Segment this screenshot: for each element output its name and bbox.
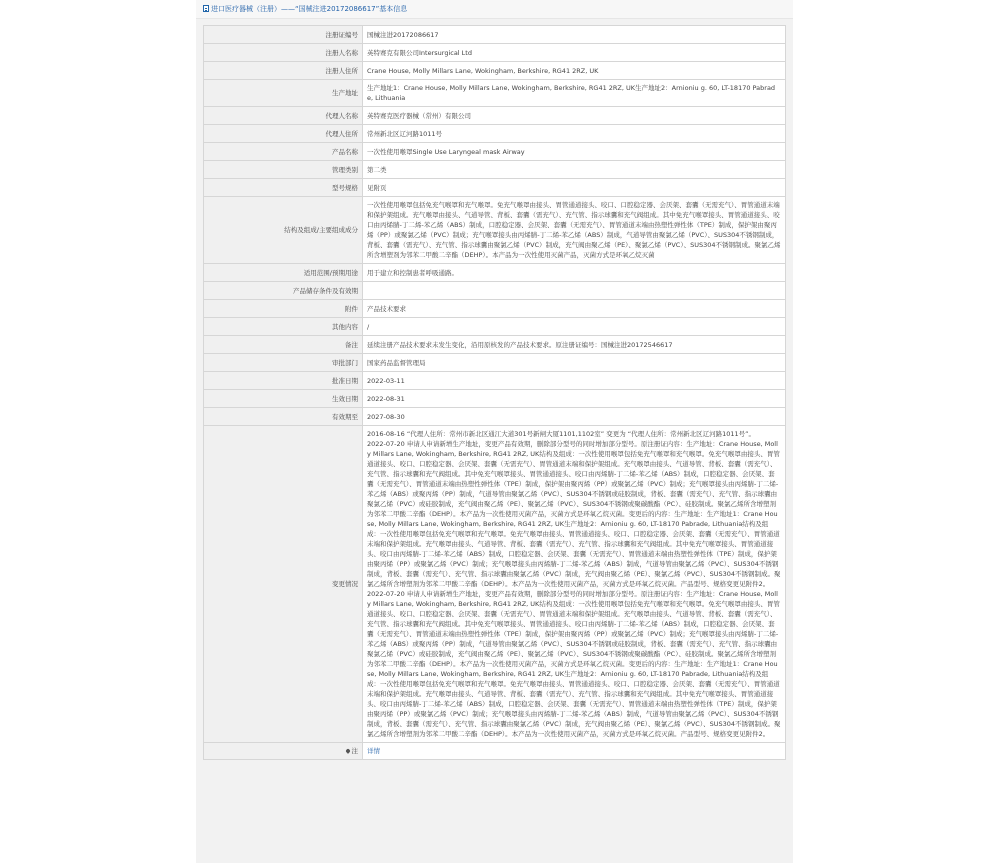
row-value-effective-date: 2022-08-31: [363, 390, 786, 408]
details-link[interactable]: 详情: [367, 747, 380, 755]
row-value-expiry-date: 2027-08-30: [363, 408, 786, 426]
table-row: [204, 336, 786, 354]
row-label-other: 其他内容: [204, 318, 363, 336]
table-row: [204, 107, 786, 125]
row-value-attachment: 产品技术要求: [363, 300, 786, 318]
detail-table-wrapper: [203, 25, 786, 760]
table-row: [204, 125, 786, 143]
table-row: [204, 264, 786, 282]
row-value-approval-date: 2022-03-11: [363, 372, 786, 390]
row-label-agent-address: 代理人住所: [204, 125, 363, 143]
change-entry: 2022-07-20 申请人申请新增生产地址，变更产品有效期，删除部分型号的同时增加部分型号。原注册证内容：生产地址：Crane House, Molly Millars Lane, Wokingham, Berkshire, RG41 2RZ, UK结构及组成：一次性使用喉罩包括免充气喉罩和充气喉罩。免充气喉罩由接头、胃管通道接头、咬口、口腔稳定器、会厌架、套囊（无需充气）、胃管通道末端和保护架组成。充气喉罩由接头、气道导管、背板、套囊（需充气）、充气管、指示球囊和充气阀组成。其中免充气喉罩接头、胃管通道接头、咬口由丙烯腈-丁二烯-苯乙烯（ABS）制成，口腔稳定器、会厌架、套囊（无需充气）、胃管通道末端由热塑性弹性体（TPE）制成，保护架由聚丙烯（PP）或聚氯乙烯（PVC）制成；充气喉罩接头由丙烯腈-丁二烯-苯乙烯（ABS）或聚丙烯（PP）制成，气道导管由聚氯乙烯（PVC）、SUS304不锈钢或硅胶制成，背板、套囊（需充气）、充气管、指示球囊由聚氯乙烯（PVC）或硅胶制成，充气阀由聚乙烯（PE）、聚氯乙烯（PVC）、SUS304不锈钢或聚碳酸酯（PC）、硅胶制成。聚氯乙烯所含增塑剂为邻苯二甲酸二辛酯（DEHP）。本产品为一次性使用灭菌产品，灭菌方式是环氧乙烷灭菌。变更后的内容：生产地址：生产地址1：Crane House, Molly Millars Lane, Wokingham, Berkshire, RG41 2RZ, UK生产地址2：Arnioniu g. 60, LT-18170 Pabrade, Lithuania结构及组成：一次性使用喉罩包括免充气喉罩和充气喉罩。免充气喉罩由接头、胃管通道接头、咬口、口腔稳定器、会厌架、套囊（无需充气）、胃管通道末端和保护架组成。充气喉罩由接头、气道导管、背板、套囊（需充气）、充气管、指示球囊和充气阀组成。其中免充气喉罩接头、胃管通道接头、咬口由丙烯腈-丁二烯-苯乙烯（ABS）制成，口腔稳定器、会厌架、套囊（无需充气）、胃管通道末端由热塑性弹性体（TPE）制成，保护架由聚丙烯（PP）或聚氯乙烯（PVC）制成；充气喉罩接头由丙烯腈-丁二烯-苯乙烯（ABS）制成，气道导管由聚氯乙烯（PVC）、SUS304不锈钢制成，背板、套囊（需充气）、充气管、指示球囊由聚氯乙烯（PVC）制成，充气阀由聚乙烯（PE）、聚氯乙烯（PVC）、SUS304不锈钢制成。聚氯乙烯所含增塑剂为邻苯二甲酸二辛酯（DEHP）。本产品为一次性使用灭菌产品，灭菌方式是环氧乙烷灭菌。产品型号、规格变更见附件2。: [367, 440, 781, 588]
row-label-change-history: 变更情况: [204, 426, 363, 743]
row-value-production-address: 生产地址1：Crane House, Molly Millars Lane, Wokingham, Berkshire, RG41 2RZ, UK生产地址2：Arnioniu g. 60, LT-18170 Pabrade, Lithuania: [363, 80, 786, 107]
row-value-registrant-address: Crane House, Molly Millars Lane, Wokingham, Berkshire, RG41 2RZ, UK: [363, 62, 786, 80]
table-row: [204, 80, 786, 107]
row-value-approval-dept: 国家药品监督管理局: [363, 354, 786, 372]
row-label-production-address: 生产地址: [204, 80, 363, 107]
row-label-scope: 适用范围/预期用途: [204, 264, 363, 282]
page-header: [196, 0, 793, 19]
page-container: [196, 0, 793, 863]
table-row: [204, 372, 786, 390]
table-row: [204, 743, 786, 760]
row-value-reg-no: 国械注进20172086617: [363, 26, 786, 44]
detail-table: [203, 25, 786, 760]
table-row: [204, 282, 786, 300]
pin-icon: [345, 748, 351, 754]
table-row: [204, 143, 786, 161]
table-row: [204, 26, 786, 44]
table-row: [204, 408, 786, 426]
table-row: [204, 161, 786, 179]
row-value-registrant-name: 英特赛克有限公司Intersurgical Ltd: [363, 44, 786, 62]
row-value-scope: 用于建立和控制患者呼吸通路。: [363, 264, 786, 282]
row-value-remark: 延续注册产品技术要求未发生变化，沿用原核发的产品技术要求。原注册证编号：国械注进20172546617: [363, 336, 786, 354]
row-label-mgmt-class: 管理类别: [204, 161, 363, 179]
row-label-registrant-name: 注册人名称: [204, 44, 363, 62]
row-value-storage: [363, 282, 786, 300]
row-label-storage: 产品储存条件及有效期: [204, 282, 363, 300]
row-value-other: /: [363, 318, 786, 336]
row-label-remark: 备注: [204, 336, 363, 354]
row-label-approval-date: 批准日期: [204, 372, 363, 390]
table-row: [204, 426, 786, 743]
row-label-product-name: 产品名称: [204, 143, 363, 161]
row-label-structure: 结构及组成/主要组成成分: [204, 197, 363, 264]
row-value-model-spec: 见附页: [363, 179, 786, 197]
row-label-approval-dept: 审批部门: [204, 354, 363, 372]
row-label-model-spec: 型号规格: [204, 179, 363, 197]
row-value-note: [363, 743, 786, 760]
row-value-agent-address: 常州新北区辽河路1011号: [363, 125, 786, 143]
row-value-product-name: 一次性使用喉罩Single Use Laryngeal mask Airway: [363, 143, 786, 161]
table-row: [204, 44, 786, 62]
row-label-agent-name: 代理人名称: [204, 107, 363, 125]
page-title: 进口医疗器械（注册）——“国械注进20172086617”基本信息: [211, 5, 408, 13]
row-label-effective-date: 生效日期: [204, 390, 363, 408]
table-row: [204, 62, 786, 80]
row-value-agent-name: 英特赛克医疗器械（常州）有限公司: [363, 107, 786, 125]
row-label-attachment: 附件: [204, 300, 363, 318]
row-label-reg-no: 注册证编号: [204, 26, 363, 44]
row-value-structure: 一次性使用喉罩包括免充气喉罩和充气喉罩。免充气喉罩由接头、胃管通道接头、咬口、口腔稳定器、会厌架、套囊（无需充气）、胃管通道末端和保护架组成。充气喉罩由接头、气道导管、背板、套囊（需充气）、充气管、指示球囊和充气阀组成。其中免充气喉罩接头、胃管通道接头、咬口由丙烯腈-丁二烯-苯乙烯（ABS）制成，口腔稳定器、会厌架、套囊（无需充气）、胃管通道末端由热塑性弹性体（TPE）制成，保护架由聚丙烯（PP）或聚氯乙烯（PVC）制成；充气喉罩接头由丙烯腈-丁二烯-苯乙烯（ABS）制成，气道导管由聚氯乙烯（PVC）、SUS304不锈钢制成，背板、套囊（需充气）、充气管、指示球囊由聚氯乙烯（PVC）制成，充气阀由聚乙烯（PE）、聚氯乙烯（PVC）、SUS304不锈钢制成。聚氯乙烯所含增塑剂为邻苯二甲酸二辛酯（DEHP）。本产品为一次性使用灭菌产品，灭菌方式是环氧乙烷灭菌: [363, 197, 786, 264]
row-value-mgmt-class: 第二类: [363, 161, 786, 179]
change-entry: 2022-07-20 申请人申请新增生产地址，变更产品有效期，删除部分型号的同时增加部分型号。原注册证内容：生产地址：Crane House, Molly Millars Lane, Wokingham, Berkshire, RG41 2RZ, UK结构及组成：一次性使用喉罩包括免充气喉罩和充气喉罩。免充气喉罩由接头、胃管通道接头、咬口、口腔稳定器、会厌架、套囊（无需充气）、胃管通道末端和保护架组成。充气喉罩由接头、气道导管、背板、套囊（需充气）、充气管、指示球囊和充气阀组成。其中免充气喉罩接头、胃管通道接头、咬口由丙烯腈-丁二烯-苯乙烯（ABS）制成，口腔稳定器、会厌架、套囊（无需充气）、胃管通道末端由热塑性弹性体（TPE）制成，保护架由聚丙烯（PP）或聚氯乙烯（PVC）制成；充气喉罩接头由丙烯腈-丁二烯-苯乙烯（ABS）或聚丙烯（PP）制成，气道导管由聚氯乙烯（PVC）、SUS304不锈钢或硅胶制成，背板、套囊（需充气）、充气管、指示球囊由聚氯乙烯（PVC）或硅胶制成，充气阀由聚乙烯（PE）、聚氯乙烯（PVC）、SUS304不锈钢或聚碳酸酯（PC）、硅胶制成。聚氯乙烯所含增塑剂为邻苯二甲酸二辛酯（DEHP）。本产品为一次性使用灭菌产品，灭菌方式是环氧乙烷灭菌。变更后的内容：生产地址：生产地址1：Crane House, Molly Millars Lane, Wokingham, Berkshire, RG41 2RZ, UK生产地址2：Arnioniu g. 60, LT-18170 Pabrade, Lithuania结构及组成：一次性使用喉罩包括免充气喉罩和充气喉罩。免充气喉罩由接头、胃管通道接头、咬口、口腔稳定器、会厌架、套囊（无需充气）、胃管通道末端和保护架组成。充气喉罩由接头、气道导管、背板、套囊（需充气）、充气管、指示球囊和充气阀组成。其中免充气喉罩接头、胃管通道接头、咬口由丙烯腈-丁二烯-苯乙烯（ABS）制成，口腔稳定器、会厌架、套囊（无需充气）、胃管通道末端由热塑性弹性体（TPE）制成，保护架由聚丙烯（PP）或聚氯乙烯（PVC）制成；充气喉罩接头由丙烯腈-丁二烯-苯乙烯（ABS）制成，气道导管由聚氯乙烯（PVC）、SUS304不锈钢制成，背板、套囊（需充气）、充气管、指示球囊由聚氯乙烯（PVC）制成，充气阀由聚乙烯（PE）、聚氯乙烯（PVC）、SUS304不锈钢制成。聚氯乙烯所含增塑剂为邻苯二甲酸二辛酯（DEHP）。本产品为一次性使用灭菌产品，灭菌方式是环氧乙烷灭菌。产品型号、规格变更见附件2。: [367, 590, 781, 738]
table-row: [204, 318, 786, 336]
change-entry: 2016-08-16 “代理人住所：常州市新北区通江大道301号新闸大厦1101,1102室” 变更为 “代理人住所：常州新北区辽河路1011号”。: [367, 430, 756, 438]
table-row: [204, 197, 786, 264]
row-label-note: [204, 743, 363, 760]
table-row: [204, 300, 786, 318]
note-label: 注: [351, 747, 358, 755]
table-row: [204, 179, 786, 197]
row-label-expiry-date: 有效期至: [204, 408, 363, 426]
table-row: [204, 390, 786, 408]
table-row: [204, 354, 786, 372]
row-label-registrant-address: 注册人住所: [204, 62, 363, 80]
row-value-change-history: [363, 426, 786, 743]
document-icon: [203, 5, 209, 12]
